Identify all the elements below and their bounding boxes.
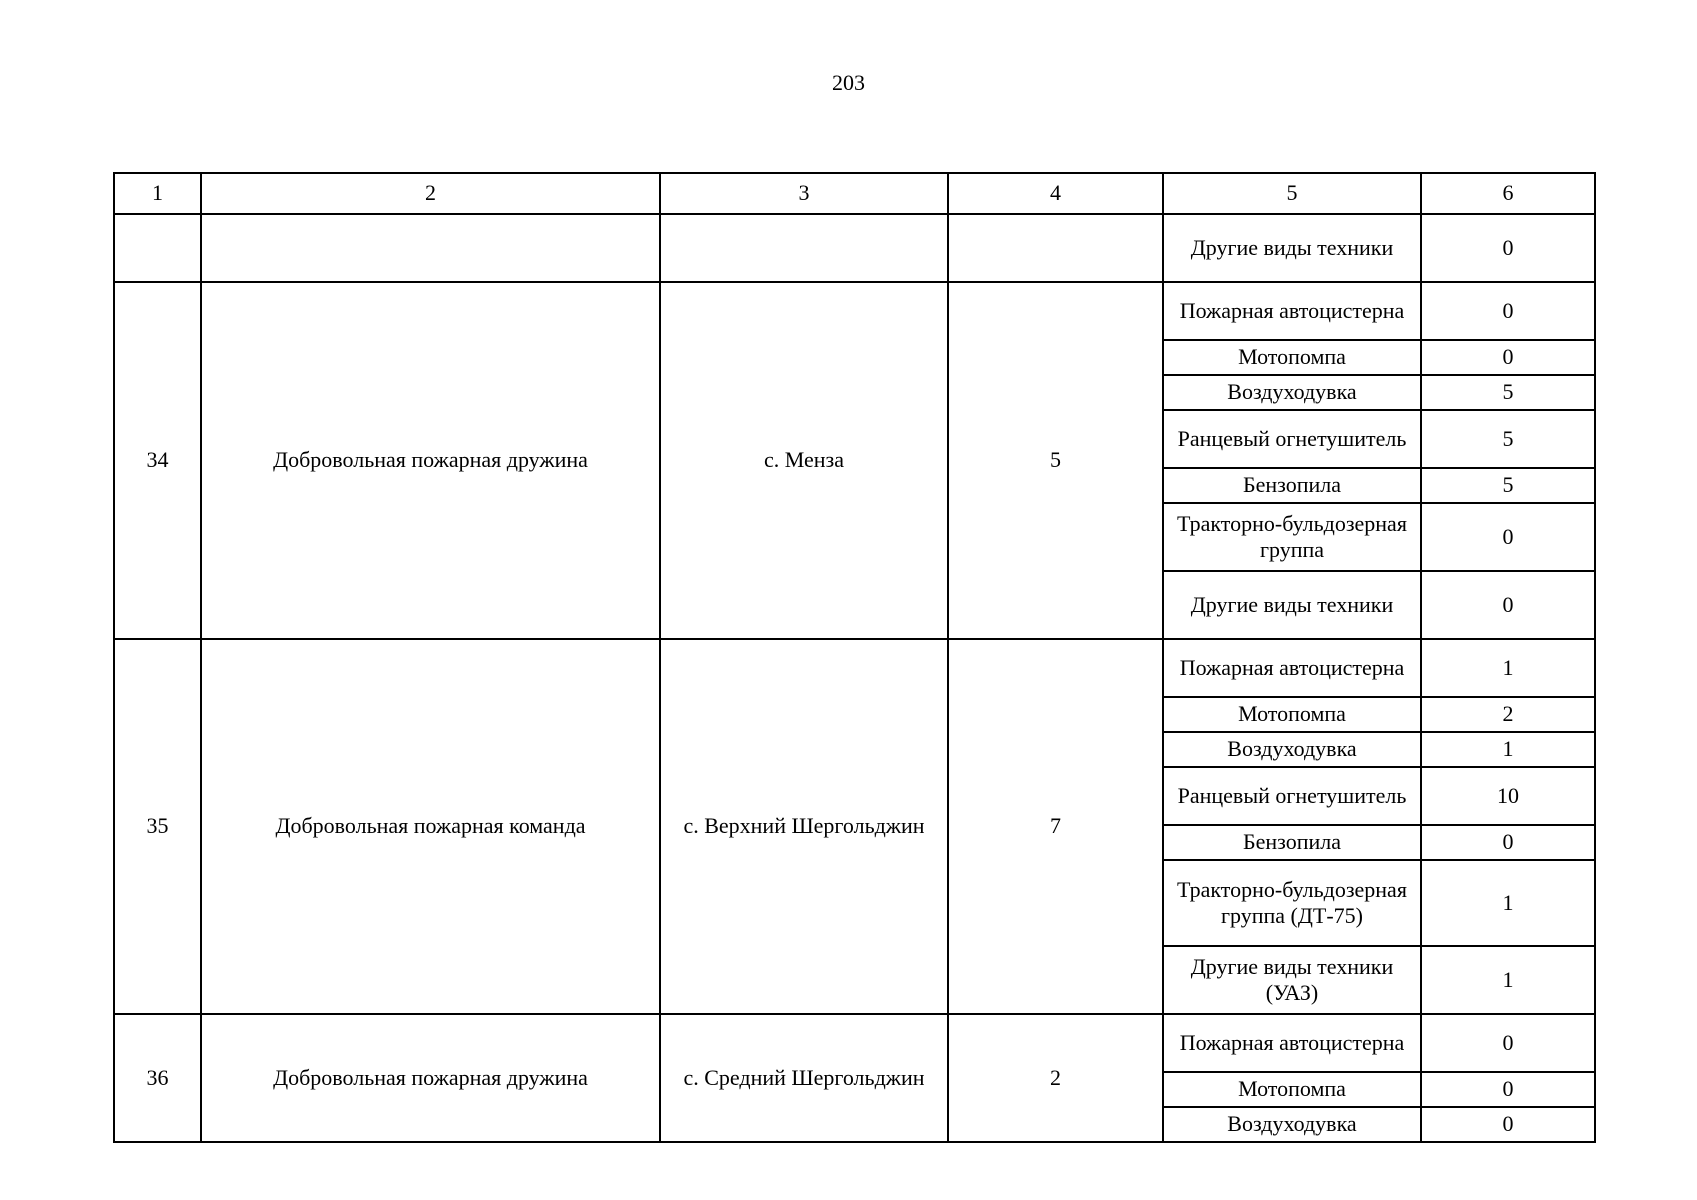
equipment-qty: 1 bbox=[1421, 860, 1595, 946]
column-number-3: 3 bbox=[660, 173, 948, 214]
equipment-name: Ранцевый огнетушитель bbox=[1163, 767, 1421, 825]
unit-name: Добровольная пожарная команда bbox=[201, 639, 660, 1014]
personnel-count: 5 bbox=[948, 282, 1163, 639]
equipment-name: Бензопила bbox=[1163, 825, 1421, 860]
equipment-name: Тракторно-бульдозерная группа (ДТ-75) bbox=[1163, 860, 1421, 946]
empty-cell bbox=[948, 214, 1163, 282]
equipment-name: Ранцевый огнетушитель bbox=[1163, 410, 1421, 468]
equipment-table bbox=[113, 172, 1596, 1143]
carry-over-row bbox=[114, 214, 1595, 282]
column-number-6: 6 bbox=[1421, 173, 1595, 214]
equipment-qty: 0 bbox=[1421, 1107, 1595, 1142]
equipment-qty: 10 bbox=[1421, 767, 1595, 825]
equipment-qty: 5 bbox=[1421, 375, 1595, 410]
table-row bbox=[114, 639, 1595, 697]
equipment-name: Воздуходувка bbox=[1163, 732, 1421, 767]
equipment-qty: 0 bbox=[1421, 503, 1595, 571]
equipment-name: Тракторно-бульдозерная группа bbox=[1163, 503, 1421, 571]
empty-cell bbox=[201, 214, 660, 282]
equipment-qty: 1 bbox=[1421, 639, 1595, 697]
equipment-name: Пожарная автоцистерна bbox=[1163, 1014, 1421, 1072]
equipment-name: Воздуходувка bbox=[1163, 1107, 1421, 1142]
equipment-qty: 1 bbox=[1421, 732, 1595, 767]
equipment-name: Пожарная автоцистерна bbox=[1163, 639, 1421, 697]
unit-name: Добровольная пожарная дружина bbox=[201, 1014, 660, 1142]
equipment-qty: 0 bbox=[1421, 1072, 1595, 1107]
row-number: 34 bbox=[114, 282, 201, 639]
column-number-1: 1 bbox=[114, 173, 201, 214]
personnel-count: 7 bbox=[948, 639, 1163, 1014]
equipment-name: Воздуходувка bbox=[1163, 375, 1421, 410]
column-number-5: 5 bbox=[1163, 173, 1421, 214]
equipment-qty: 5 bbox=[1421, 468, 1595, 503]
equipment-name: Другие виды техники bbox=[1163, 214, 1421, 282]
column-number-2: 2 bbox=[201, 173, 660, 214]
settlement: с. Средний Шергольджин bbox=[660, 1014, 948, 1142]
settlement: с. Менза bbox=[660, 282, 948, 639]
settlement: с. Верхний Шергольджин bbox=[660, 639, 948, 1014]
equipment-qty: 0 bbox=[1421, 1014, 1595, 1072]
equipment-name: Мотопомпа bbox=[1163, 340, 1421, 375]
equipment-name: Мотопомпа bbox=[1163, 1072, 1421, 1107]
equipment-name: Пожарная автоцистерна bbox=[1163, 282, 1421, 340]
table-header-row bbox=[114, 173, 1595, 214]
equipment-qty: 0 bbox=[1421, 571, 1595, 639]
equipment-qty: 5 bbox=[1421, 410, 1595, 468]
equipment-name: Бензопила bbox=[1163, 468, 1421, 503]
empty-cell bbox=[114, 214, 201, 282]
row-number: 35 bbox=[114, 639, 201, 1014]
equipment-qty: 0 bbox=[1421, 340, 1595, 375]
table-row bbox=[114, 1014, 1595, 1072]
equipment-name: Другие виды техники bbox=[1163, 571, 1421, 639]
page-number: 203 bbox=[832, 70, 865, 95]
equipment-qty: 0 bbox=[1421, 214, 1595, 282]
equipment-qty: 0 bbox=[1421, 825, 1595, 860]
equipment-name: Другие виды техники (УАЗ) bbox=[1163, 946, 1421, 1014]
equipment-name: Мотопомпа bbox=[1163, 697, 1421, 732]
unit-name: Добровольная пожарная дружина bbox=[201, 282, 660, 639]
equipment-qty: 1 bbox=[1421, 946, 1595, 1014]
column-number-4: 4 bbox=[948, 173, 1163, 214]
empty-cell bbox=[660, 214, 948, 282]
equipment-qty: 0 bbox=[1421, 282, 1595, 340]
personnel-count: 2 bbox=[948, 1014, 1163, 1142]
table-row bbox=[114, 282, 1595, 340]
equipment-qty: 2 bbox=[1421, 697, 1595, 732]
row-number: 36 bbox=[114, 1014, 201, 1142]
